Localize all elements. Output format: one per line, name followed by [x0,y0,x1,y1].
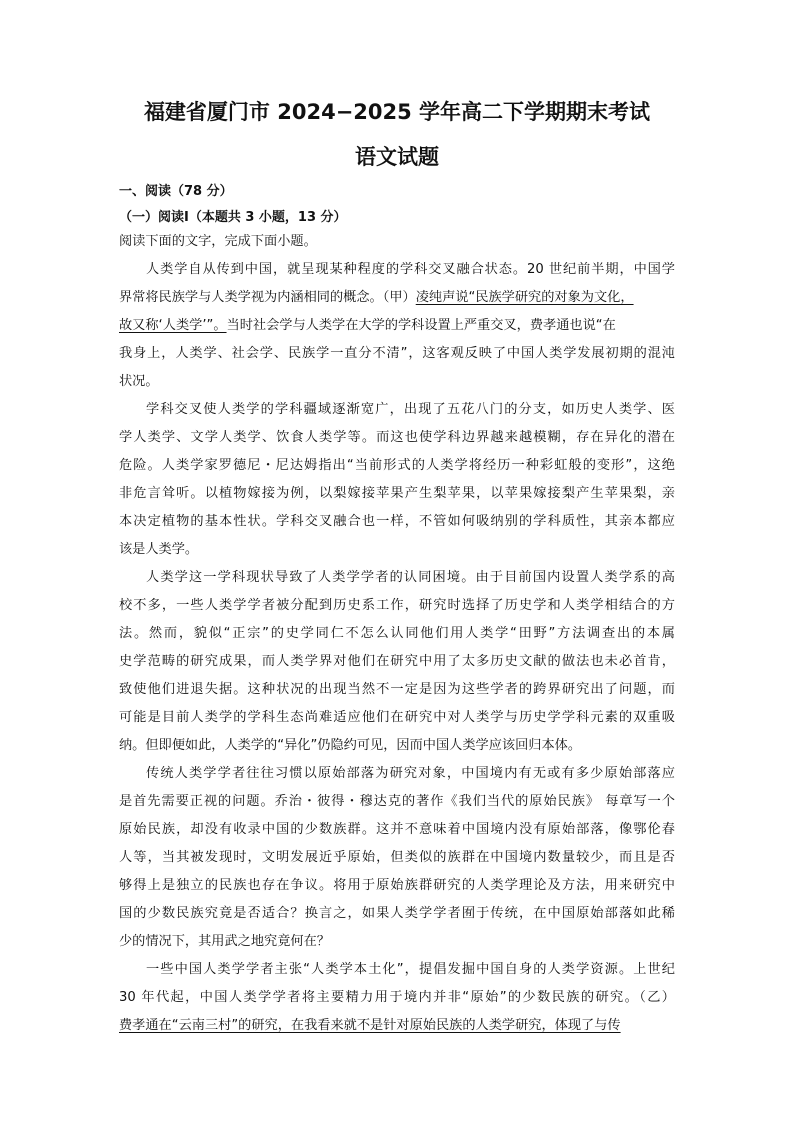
paragraph-line: 是首先需要正视的问题。乔治・彼得・穆达克的著作《我们当代的原始民族》 每章写一个 [119,794,675,809]
paragraph-line: 可能是目前人类学的学科生态尚难适应他们在研究中对人类学与历史学学科元素的双重吸 [119,710,675,725]
section-heading: 一、阅读（78 分） [119,184,233,199]
page-title: 福建省厦门市 2024−2025 学年高二下学期期末考试 [143,100,651,124]
page-subtitle: 语文试题 [355,145,439,169]
paragraph-line: 史学范畴的研究成果，而人类学界对他们在研究中用了太多历史文献的做法也未必首肯， [119,654,675,669]
paragraph-line [119,289,675,307]
subsection-heading: （一）阅读Ⅰ（本题共 3 小题，13 分） [119,210,347,225]
paragraph-line: 学人类学、文学人类学、饮食人类学等。而这也使学科边界越来越模糊，存在异化的潜在 [119,430,675,445]
paragraph-text: 当时社会学与人类学在大学的学科设置上严重交叉，费孝通也说“在 [226,318,616,333]
paragraph-line: 一些中国人类学学者主张“人类学本土化”，提倡发掘中国自身的人类学资源。上世纪 [146,962,675,977]
paragraph-line: 本决定植物的基本性状。学科交叉融合也一样，不管如何吸纳别的学科质性，其亲本都应 [119,514,675,529]
underlined-text-jia: 凌纯声说“民族学研究的对象为文化， [415,290,634,305]
paragraph-line: 该是人类学。 [119,542,199,557]
paragraph-line: 法。然而，貌似“正宗”的史学同仁不怎么认同他们用人类学“田野”方法调查出的本属 [119,626,675,641]
underlined-text-jia-cont: 故又称‘人类学’”。 [119,318,227,333]
paragraph-line: 纳。但即便如此，人类学的“异化”仍隐约可见，因而中国人类学应该回归本体。 [119,738,582,753]
paragraph-line: 国的少数民族究竟是否适合？换言之，如果人类学学者囿于传统，在中国原始部落如此稀 [119,906,675,921]
paragraph-line: 校不多，一些人类学学者被分配到历史系工作，研究时选择了历史学和人类学相结合的方 [119,598,675,613]
instruction-text: 阅读下面的文字，完成下面小题。 [119,234,317,249]
paragraph-line: 状况。 [119,374,159,389]
paragraph-line: 危险。人类学家罗德尼・尼达姆指出“当前形式的人类学将经历一种彩虹般的变形”，这绝 [119,458,675,473]
paragraph-line: 我身上，人类学、社会学、民族学一直分不清”，这客观反映了中国人类学发展初期的混沌 [119,346,675,361]
paragraph-line: 传统人类学学者往往习惯以原始部落为研究对象，中国境内有无或有多少原始部落应 [146,766,675,781]
paragraph-line: 致使他们进退失据。这种状况的出现当然不一定是因为这些学者的跨界研究出了问题，而 [119,682,675,697]
paragraph-text: 界常将民族学与人类学视为内涵相同的概念。（甲） [119,290,416,305]
paragraph-line: 30 年代起，中国人类学学者将主要精力用于境内并非“原始”的少数民族的研究。（乙） [119,990,675,1005]
paragraph-line [119,317,675,335]
paragraph-line: 人等，当其被发现时，文明发展近乎原始，但类似的族群在中国境内数量较少，而且是否 [119,850,675,865]
paragraph-line: 够得上是独立的民族也存在争议。将用于原始族群研究的人类学理论及方法，用来研究中 [119,878,675,893]
paragraph-line: 少的情况下，其用武之地究竟何在？ [119,934,330,949]
paragraph-line: 原始民族，却没有收录中国的少数族群。这并不意味着中国境内没有原始部落，像鄂伦春 [119,822,675,837]
paragraph-line: 学科交叉使人类学的学科疆域逐渐宽广，出现了五花八门的分支，如历史人类学、医 [146,402,675,417]
paragraph-line: 人类学这一学科现状导致了人类学学者的认同困境。由于目前国内设置人类学系的高 [146,570,675,585]
paragraph-line: 人类学自从传到中国，就呈现某种程度的学科交叉融合状态。20 世纪前半期，中国学 [146,262,675,277]
underlined-text-yi: 费孝通在“云南三村”的研究，在我看来就不是针对原始民族的人类学研究，体现了与传 [119,1018,621,1033]
paragraph-line: 非危言耸听。以植物嫁接为例，以梨嫁接苹果产生梨苹果，以苹果嫁接梨产生苹果梨，亲 [119,486,675,501]
